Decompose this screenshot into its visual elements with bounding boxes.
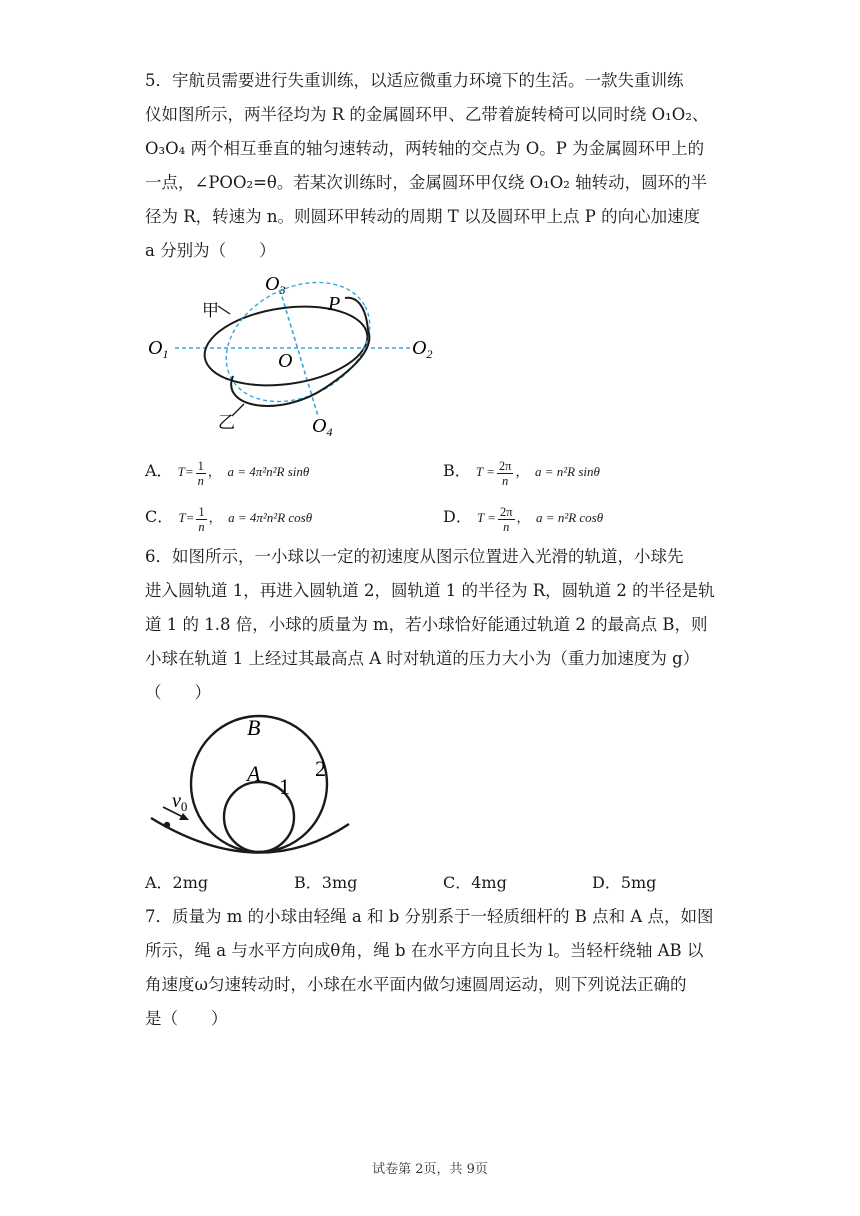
q5-option-b[interactable]: B． T = $\frac{2\pi}{n}$ ， a = n²R sinθ <box>443 458 600 488</box>
q5-line-5: 径为 R，转速为 n。则圆环甲转动的周期 T 以及圆环甲上点 P 的向心加速度 <box>145 207 701 226</box>
label-o2: $O_2$ <box>412 337 433 361</box>
q7-line-1: 7．质量为 m 的小球由轻绳 a 和 b 分别系于一轻质细杆的 B 点和 A 点，如图 <box>145 907 714 926</box>
q6-line-1: 6．如图所示，一小球以一定的初速度从图示位置进入光滑的轨道，小球先 <box>145 547 684 566</box>
q5-line-3: O₃O₄ 两个相互垂直的轴匀速转动，两转轴的交点为 O。P 为金属圆环甲上的 <box>145 139 705 158</box>
label-2: 2 <box>315 756 326 781</box>
label-o: O <box>278 350 293 372</box>
q6-option-b[interactable]: B．3mg <box>294 873 358 892</box>
q7-line-2: 所示，绳 a 与水平方向成θ角，绳 b 在水平方向且长为 l。当轻杆绕轴 AB 以 <box>145 941 704 960</box>
label-jia: 甲 <box>202 301 219 321</box>
q6-option-c[interactable]: C．4mg <box>443 873 507 892</box>
q6-line-2: 进入圆轨道 1，再进入圆轨道 2，圆轨道 1 的半径为 R，圆轨道 2 的半径是轨 <box>145 581 715 600</box>
q6-line-3: 道 1 的 1.8 倍，小球的质量为 m，若小球恰好能通过轨道 2 的最高点 B，则 <box>145 615 708 634</box>
q7-line-4: 是（ ） <box>145 1009 228 1028</box>
question-6-text <box>145 540 720 710</box>
q6-figure-tracks <box>145 712 360 860</box>
label-b: B <box>247 715 261 740</box>
ball <box>164 822 170 828</box>
bottom-track <box>151 818 349 853</box>
jia-pointer <box>218 306 230 314</box>
label-1: 1 <box>279 774 290 799</box>
label-yi: 乙 <box>218 413 235 433</box>
q5-option-c[interactable]: C． T= $\frac{1}{n}$ ， a = 4π²n²R cosθ <box>145 504 313 534</box>
label-o4: $O_4$ <box>312 415 333 439</box>
q6-line-5: （ ） <box>145 683 211 702</box>
label-v0: $v_0$ <box>172 790 188 814</box>
label-a: A <box>247 761 261 786</box>
q6-line-4: 小球在轨道 1 上经过其最高点 A 时对轨道的压力大小为（重力加速度为 g） <box>145 649 700 668</box>
question-5-text <box>145 64 720 268</box>
q5-line-1: 5．宇航员需要进行失重训练，以适应微重力环境下的生活。一款失重训练 <box>145 71 684 90</box>
label-p: P <box>328 293 341 315</box>
q5-line-2: 仪如图所示，两半径均为 R 的金属圆环甲、乙带着旋转椅可以同时绕 O₁O₂、 <box>145 105 709 124</box>
q5-option-d[interactable]: D． T = $\frac{2\pi}{n}$ ， a = n²R cosθ <box>443 504 604 534</box>
q5-figure-rings <box>140 268 450 448</box>
q5-line-4: 一点，∠POO₂=θ。若某次训练时，金属圆环甲仅绕 O₁O₂ 轴转动，圆环的半 <box>145 173 708 192</box>
ring-yi-front <box>231 330 369 406</box>
q5-option-a[interactable]: A． T= $\frac{1}{n}$ ， a = 4π²n²R sinθ <box>145 458 310 488</box>
q6-option-a[interactable]: A．2mg <box>145 873 209 892</box>
label-o1: $O_1$ <box>148 337 169 361</box>
q6-option-d[interactable]: D．5mg <box>592 873 657 892</box>
page-footer: 试卷第 2页，共 9页 <box>372 1162 488 1177</box>
question-7-text <box>145 900 720 1036</box>
label-o3: $O_3$ <box>265 273 286 297</box>
q7-line-3: 角速度ω匀速转动时，小球在水平面内做匀速圆周运动，则下列说法正确的 <box>145 975 687 994</box>
q5-line-6: a 分别为（ ） <box>145 241 276 260</box>
